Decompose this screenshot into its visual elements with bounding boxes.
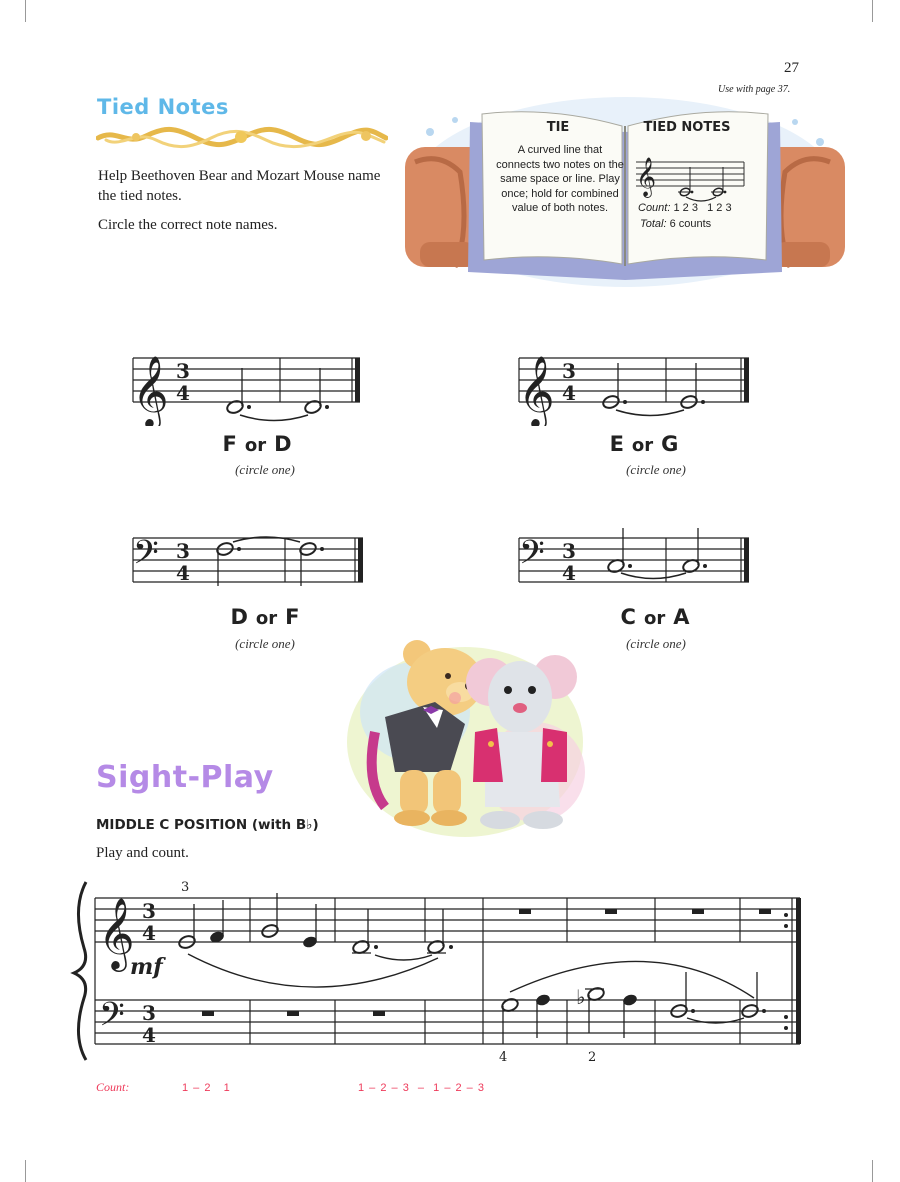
page-number: 27	[784, 60, 799, 76]
choice-a[interactable]: D	[230, 605, 248, 629]
choice-b[interactable]: F	[285, 605, 300, 629]
note	[427, 909, 453, 955]
phrase-slur	[510, 961, 754, 998]
tied-note	[607, 528, 632, 574]
note	[670, 972, 695, 1019]
bear-and-mouse-illustration	[345, 632, 595, 847]
note	[741, 972, 766, 1019]
svg-text:𝄢: 𝄢	[133, 534, 159, 580]
svg-text:𝄞: 𝄞	[518, 354, 555, 426]
note	[209, 900, 226, 944]
count-text: 1 – 2 – 3 – 1 – 2 – 3	[358, 1082, 485, 1094]
time-sig-bottom: 4	[142, 1023, 156, 1047]
phrase-slur	[188, 954, 438, 987]
instruction-text: Circle the correct note names.	[98, 217, 278, 233]
svg-text:𝄞: 𝄞	[636, 157, 657, 197]
tied-note	[680, 363, 705, 410]
or-word: or	[255, 608, 278, 629]
instruction-text: Help Beethoven Bear and Mozart Mouse name the tied notes.	[98, 168, 381, 204]
count-example-values: 1 2 3 1 2 3	[673, 202, 732, 214]
note	[535, 993, 552, 1038]
finger-number: 3	[181, 880, 190, 895]
time-sig-top: 3	[176, 359, 190, 383]
tied-notes-title: Tied Notes	[97, 95, 229, 119]
answer-choices[interactable]	[544, 432, 744, 456]
time-sig-bottom: 4	[142, 921, 156, 945]
choice-b[interactable]: G	[661, 432, 679, 456]
exercise-staff-1	[130, 336, 370, 426]
time-sig-top: 3	[142, 1001, 156, 1025]
note	[501, 997, 520, 1044]
total-example	[640, 218, 711, 230]
svg-text:𝄞: 𝄞	[98, 896, 135, 969]
trim-mark	[872, 1160, 873, 1182]
time-sig-bottom: 4	[176, 561, 190, 585]
sight-play-title: Sight-Play	[96, 760, 274, 795]
tie-curve	[621, 573, 686, 579]
note	[178, 904, 197, 950]
count-label: Count:	[96, 1080, 130, 1094]
note	[302, 904, 319, 949]
count-text: 1 – 2 1	[182, 1082, 231, 1094]
time-sig-bottom: 4	[562, 561, 576, 585]
choice-b[interactable]: A	[673, 605, 690, 629]
choice-a[interactable]: E	[609, 432, 624, 456]
svg-text:𝄞: 𝄞	[132, 354, 169, 426]
decorative-flourish	[96, 124, 388, 150]
choice-a[interactable]: F	[222, 432, 237, 456]
tie-curve	[616, 410, 684, 416]
trim-mark	[872, 0, 873, 22]
trim-mark	[25, 1160, 26, 1182]
circle-one-hint: (circle one)	[626, 462, 686, 477]
count-example	[638, 202, 732, 214]
tied-note	[682, 528, 707, 574]
use-with-note: Use with page 37.	[718, 84, 791, 95]
time-sig-top: 3	[562, 539, 576, 563]
finger-number: 4	[499, 1050, 508, 1065]
dynamic-marking: mf	[130, 954, 163, 980]
finger-number: 2	[588, 1050, 597, 1065]
time-sig-bottom: 4	[176, 381, 190, 405]
circle-one-hint: (circle one)	[626, 636, 686, 651]
time-sig-bottom: 4	[562, 381, 576, 405]
position-label: MIDDLE C POSITION (with B♭)	[96, 817, 319, 833]
exercise-staff-3	[130, 520, 370, 595]
count-example-label: Count:	[638, 202, 671, 214]
svg-text:♭: ♭	[576, 985, 586, 1009]
tie-definition: A curved line that connects two notes on the same space or line. Play once; hold for combined value of both notes.	[496, 144, 624, 214]
tied-note	[299, 541, 324, 586]
or-word: or	[631, 435, 654, 456]
answer-choices[interactable]	[157, 432, 357, 456]
time-sig-top: 3	[142, 899, 156, 923]
tied-note	[602, 363, 627, 410]
tied-note	[216, 541, 241, 586]
open-book-illustration	[400, 92, 850, 292]
circle-one-hint: (circle one)	[235, 636, 295, 651]
time-sig-top: 3	[562, 359, 576, 383]
time-sig-top: 3	[176, 539, 190, 563]
play-instruction: Play and count.	[96, 845, 189, 861]
answer-choices[interactable]	[165, 605, 365, 629]
circle-one-hint: (circle one)	[235, 462, 295, 477]
exercise-staff-2	[516, 336, 756, 426]
svg-text:𝄢: 𝄢	[99, 996, 125, 1042]
note	[261, 893, 280, 939]
note	[352, 909, 378, 955]
answer-choices[interactable]	[555, 605, 755, 629]
note	[585, 986, 605, 1033]
tied-notes-heading: TIED NOTES	[643, 120, 731, 135]
total-example-value: 6 counts	[669, 218, 712, 230]
tie-curve	[240, 415, 308, 421]
total-example-label: Total:	[640, 218, 667, 230]
or-word: or	[244, 435, 267, 456]
svg-text:𝄢: 𝄢	[519, 534, 545, 580]
tie-curve	[375, 955, 432, 960]
brace	[74, 882, 86, 1060]
grand-staff	[70, 868, 810, 1068]
note	[622, 993, 639, 1038]
choice-b[interactable]: D	[274, 432, 292, 456]
exercise-staff-4	[516, 520, 756, 595]
trim-mark	[25, 0, 26, 22]
choice-a[interactable]: C	[620, 605, 636, 629]
or-word: or	[643, 608, 666, 629]
tie-heading: TIE	[546, 120, 570, 135]
